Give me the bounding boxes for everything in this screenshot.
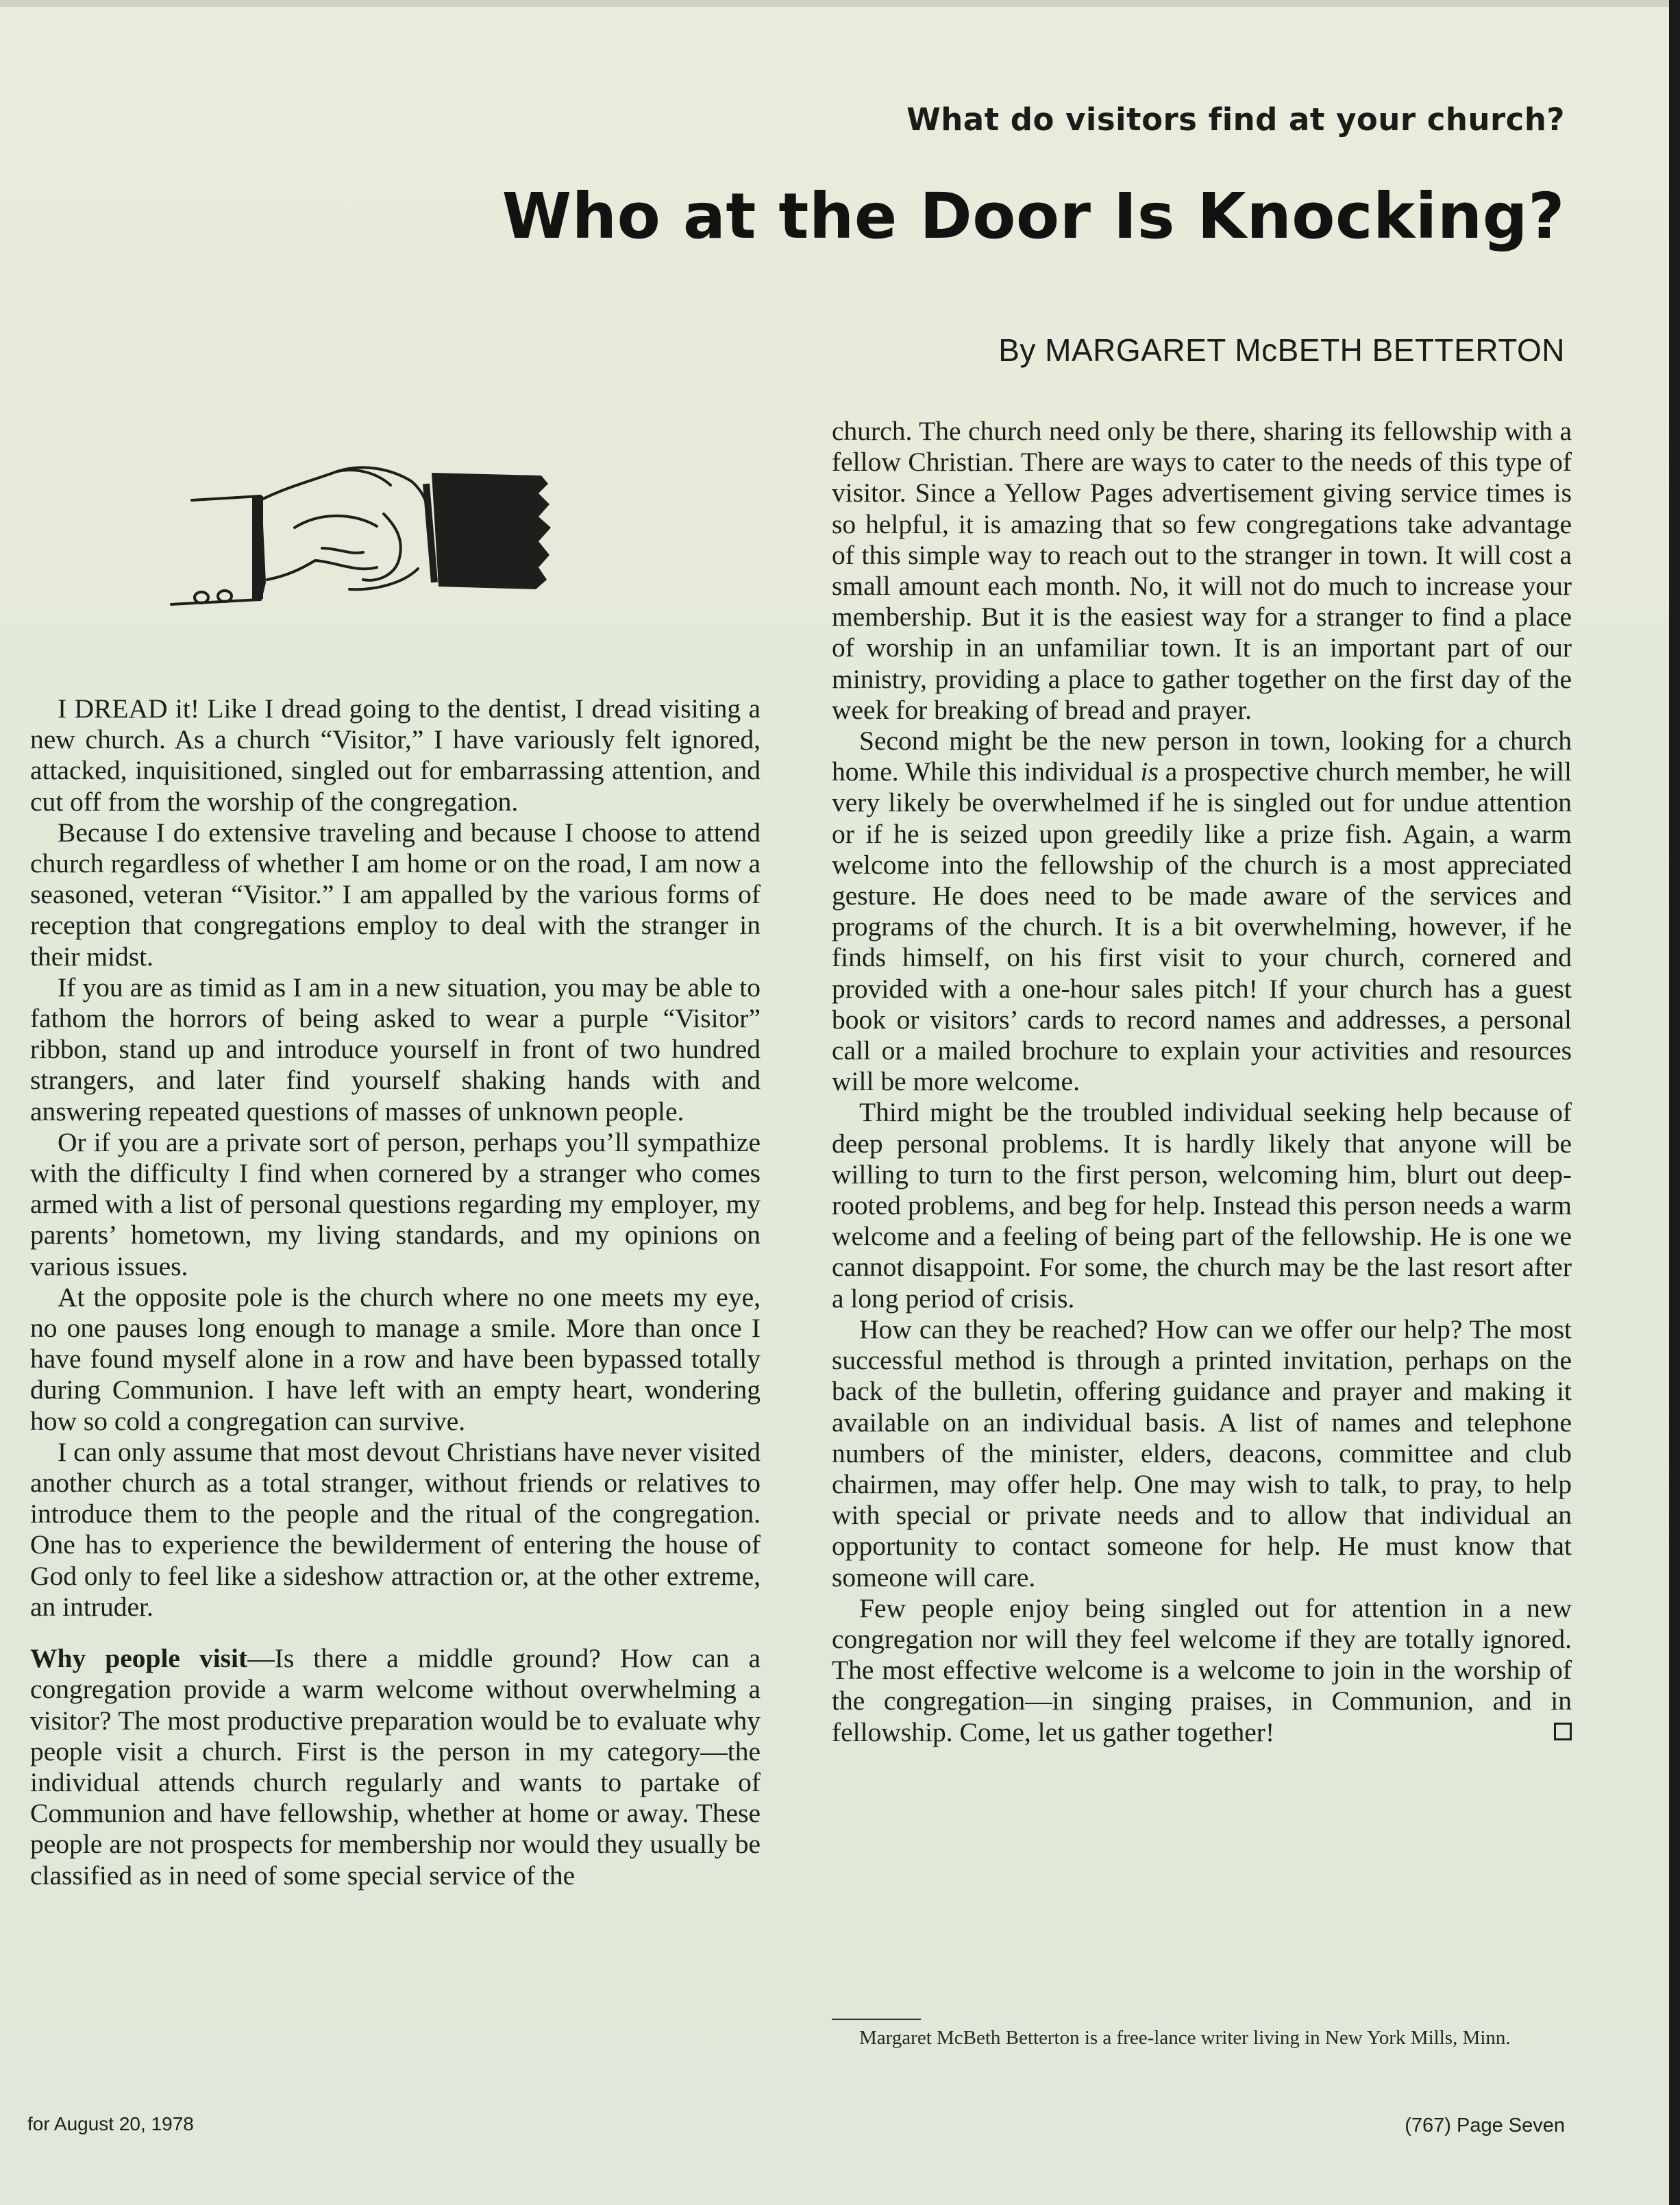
paragraph: Because I do extensive traveling and because I choose to attend church regardless of whether I am home or on the road, I am now a seasoned, veteran “Visitor.” I am appalled by the various forms of reception that congregations employ to deal with the stranger in their midst. <box>30 817 761 972</box>
paragraph: If you are as timid as I am in a new situation, you may be able to fathom the horrors of being asked to wear a purple “Visitor” ribbon, stand up and introduce yourself in front of two hundred strangers, and later find yourself shaking hands with and answering repeated questions of masses of unknown people. <box>30 972 761 1126</box>
paragraph: Third might be the troubled individual seeking help because of deep personal problems. It is hardly likely that anyone will be willing to turn to the first person, welcoming him, blurt out deep-rooted problems, and beg for help. Instead this person needs a warm welcome and a feeling of being part of the fellowship. He is one we cannot disappoint. For some, the church may be the last resort after a long period of crisis. <box>832 1097 1572 1314</box>
section-heading: Why people visit <box>30 1643 248 1674</box>
end-mark-icon <box>1554 1723 1572 1740</box>
paragraph: I DREAD it! Like I dread going to the dentist, I dread visiting a new church. As a church “Visitor,” I have variously felt ignored, attacked, inquisitioned, singled out for embarrassing attention, and cut off from the worship of the congregation. <box>30 693 761 817</box>
right-column <box>832 416 1572 1748</box>
paragraph: At the opposite pole is the church where no one meets my eye, no one pauses long enough to manage a smile. More than once I have found myself alone in a row and have been bypassed totally during Communion. I have left with an empty heart, wondering how so cold a congregation can survive. <box>30 1281 761 1436</box>
author-bio: Margaret McBeth Betterton is a free-lance writer living in New York Mills, Minn. <box>859 2027 1511 2049</box>
paragraph: church. The church need only be there, sharing its fellowship with a fellow Christian. There are ways to cater to the needs of this type of visitor. Since a Yellow Pages advertisement giving service times is so helpful, it is amazing that so few congregations take advantage of this simple way to reach out to the stranger in town. It will cost a small amount each month. No, it will not do much to increase your membership. But it is the easiest way for a stranger to find a place of worship in an unfamiliar town. It is an important part of our ministry, providing a place to gather together on the first day of the week for breaking of bread and prayer. <box>832 416 1572 725</box>
paragraph: How can they be reached? How can we offer our help? The most successful method is through a printed invitation, perhaps on the back of the bulletin, offering guidance and prayer and making it available on an individual basis. A list of names and telephone numbers of the minister, elders, deacons, committee and club chairmen, may offer help. One may wish to talk, to pray, to help with special or private needs and to allow that individual an opportunity to contact someone for help. He must know that someone will care. <box>832 1314 1572 1592</box>
paragraph: Or if you are a private sort of person, perhaps you’ll sympathize with the difficulty I find when cornered by a stranger who comes armed with a list of personal questions regarding my employer, my parents’ hometown, my living standards, and my opinions on various issues. <box>30 1126 761 1281</box>
section-paragraph <box>30 1643 761 1891</box>
article-title: Who at the Door Is Knocking? <box>502 180 1565 253</box>
section-gap <box>30 1623 761 1643</box>
footer-date: for August 20, 1978 <box>27 2113 194 2134</box>
paragraph <box>832 1593 1572 1748</box>
page-top-edge <box>0 0 1680 7</box>
page-right-edge <box>1669 0 1680 2205</box>
paragraph-text: Few people enjoy being singled out for attention in a new congregation nor will they feel welcome if they are totally ignored. The most effective welcome is a welcome to join in the worship of the congregation—in singing praises, in Communion, and in fellowship. Come, let us gather together! <box>832 1592 1572 1747</box>
left-column <box>30 693 761 1891</box>
article-byline: By MARGARET McBETH BETTERTON <box>998 332 1565 368</box>
handshake-illustration <box>158 445 596 624</box>
paragraph-text: Second might be the new person in town, looking for a church home. While this individual <box>832 726 1572 787</box>
paragraph: I can only assume that most devout Christians have never visited another church as a total stranger, without friends or relatives to introduce them to the people and the ritual of the congregation. One has to experience the bewilderment of entering the house of God only to feel like a sideshow attraction or, at the other extreme, an intruder. <box>30 1436 761 1622</box>
emphasis: is <box>1140 756 1159 787</box>
paragraph-text: —Is there a middle ground? How can a congregation provide a warm welcome without overwhelming a visitor? The most productive preparation would be to evaluate why people visit a church. First is the person in my category—the individual attends church regularly and wants to partake of Communion and have fellowship, whether at home or away. These people are not prospects for membership nor would they usually be classified as in need of some special service of the <box>30 1643 761 1890</box>
article-kicker: What do visitors find at your church? <box>906 101 1565 138</box>
paragraph-text: a prospective church member, he will very likely be overwhelmed if he is singled out for undue attention or if he is seized upon greedily like a prize fish. Again, a warm welcome into the fellowship of the church is a most appreciated gesture. He does need to be made aware of the services and programs of the church. It is a bit overwhelming, however, if he finds himself, on his first visit to your church, cornered and provided with a one-hour sales pitch! If your church has a guest book or visitors’ cards to record names and addresses, a personal call or a mailed brochure to explain your activities and resources will be more welcome. <box>832 756 1572 1097</box>
footer-page-number: (767) Page Seven <box>1405 2115 1565 2136</box>
paragraph <box>832 726 1572 1097</box>
bio-divider <box>832 2019 921 2020</box>
